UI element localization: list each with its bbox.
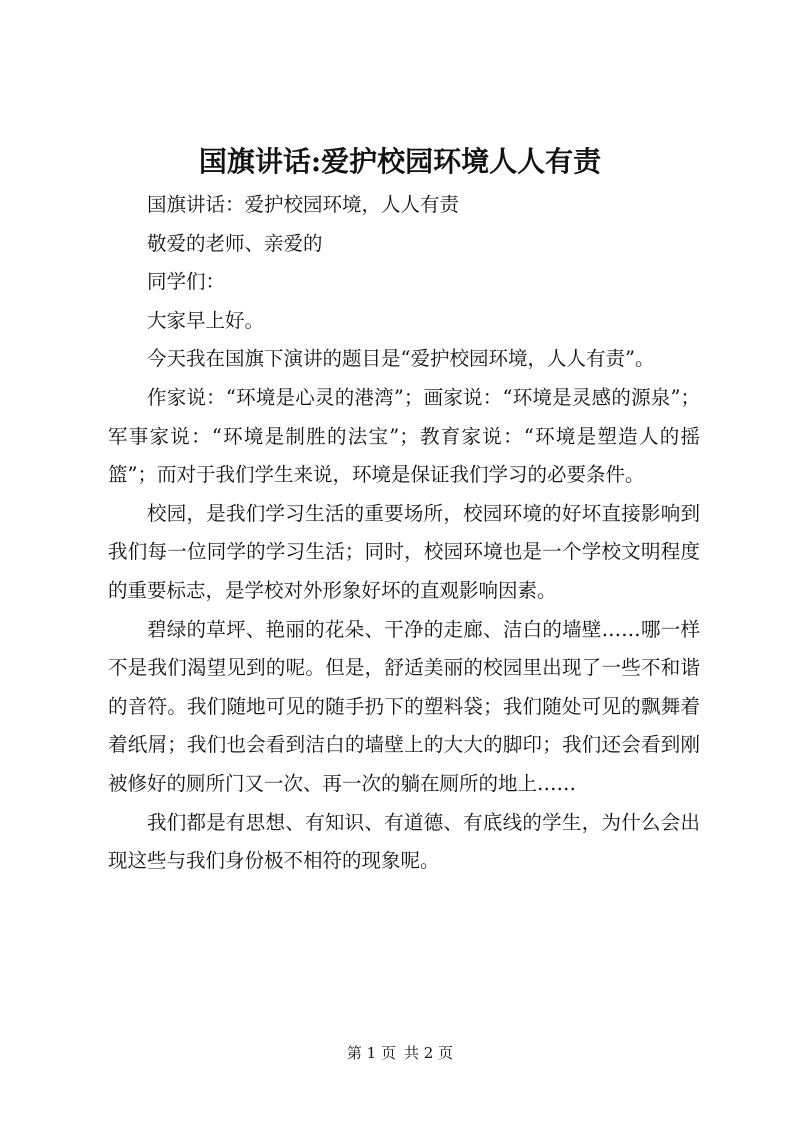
- page-footer: [0, 1042, 800, 1064]
- paragraph-greeting: 大家早上好。: [147, 308, 265, 332]
- paragraph-topic: 今天我在国旗下演讲的题目是“爱护校园环境，人人有责”。: [147, 347, 655, 371]
- paragraph-subtitle: 国旗讲话：爱护校园环境，人人有责: [147, 193, 460, 216]
- page-total: 共 2 页: [404, 1044, 454, 1062]
- paragraph-question: 我们都是有思想、有知识、有道德、有底线的学生，为什么会出现这些与我们身份极不相符的现象呢。: [108, 810, 700, 873]
- page-title: 国旗讲话:爱护校园环境人人有责: [198, 145, 602, 178]
- page-number: 第 1 页: [346, 1044, 396, 1062]
- paragraph-problems: 碧绿的草坪、艳丽的花朵、干净的走廊、洁白的墙壁……哪一样不是我们渴望见到的呢。但是，舒适美丽的校园里出现了一些不和谐的音符。我们随地可见的随手扔下的塑料袋；我们随处可见的飘舞着着纸屑；我们也会看到洁白的墙壁上的大大的脚印；我们还会看到刚被修好的厕所门又一次、再一次的躺在厕所的地上……: [108, 617, 700, 795]
- paragraph-salutation: 敬爱的老师、亲爱的: [147, 231, 323, 255]
- paragraph-salutation-cont: 同学们：: [147, 270, 226, 294]
- document-body: [108, 186, 700, 881]
- paragraph-quotes: 作家说：“环境是心灵的港湾”；画家说：“环境是灵感的源泉”；军事家说：“环境是制胜的法宝”；教育家说：“环境是塑造人的摇篮”；而对于我们学生来说，环境是保证我们学习的必要条件。: [108, 385, 700, 487]
- paragraph-campus: 校园，是我们学习生活的重要场所，校园环境的好坏直接影响到我们每一位同学的学习生活；同时，校园环境也是一个学校文明程度的重要标志，是学校对外形象好坏的直观影响因素。: [108, 501, 700, 602]
